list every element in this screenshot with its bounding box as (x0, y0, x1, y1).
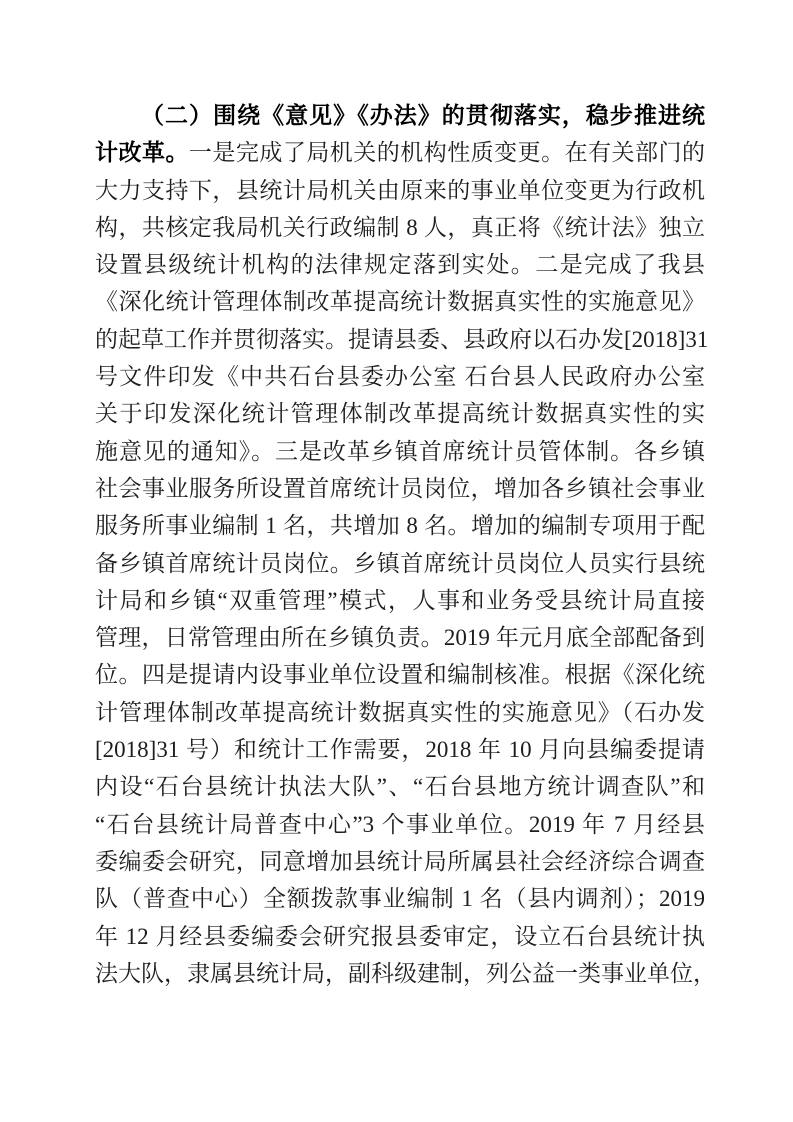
text-line-11 (95, 470, 705, 507)
text-line-8 (95, 358, 705, 395)
body-text-run: 服务所事业编制 1 名，共增加 8 名。增加的编制专项用于配 (95, 513, 705, 539)
text-line-20 (95, 806, 705, 843)
body-text-run: 内设“石台县统计执法大队”、“石台县地方统计调查队”和 (95, 774, 705, 800)
body-text-run: 《深化统计管理体制改革提高统计数据真实性的实施意见》 (95, 289, 705, 315)
text-line-12 (95, 507, 705, 544)
body-text-run: 构，共核定我局机关行政编制 8 人，真正将《统计法》独立 (95, 214, 705, 240)
body-text-run: 委编委会研究，同意增加县统计局所属县社会经济综合调查 (95, 848, 705, 874)
body-text-run: 管理，日常管理由所在乡镇负责。2019 年元月底全部配备到 (95, 625, 705, 651)
text-line-14 (95, 582, 705, 619)
text-line-23 (95, 918, 705, 955)
body-text-run: [2018]31 号）和统计工作需要，2018 年 10 月向县编委提请 (95, 737, 705, 763)
body-text-run: 法大队，隶属县统计局，副科级建制，列公益一类事业单位， (95, 960, 716, 986)
text-line-9 (95, 395, 705, 432)
text-line-16 (95, 656, 705, 693)
text-line-15 (95, 619, 705, 656)
text-line-24 (95, 955, 716, 992)
paragraph-section-2 (95, 97, 716, 992)
text-line-3 (95, 172, 705, 209)
body-text-run: 位。四是提请内设事业单位设置和编制核准。根据《深化统 (95, 662, 705, 688)
body-text-run: 大力支持下，县统计局机关由原来的事业单位变更为行政机 (95, 177, 705, 203)
body-text-run: 计管理体制改革提高统计数据真实性的实施意见》（石办发 (95, 699, 705, 725)
body-text-run: 年 12 月经县委编委会研究报县委审定，设立石台县统计执 (95, 923, 705, 949)
body-text-run: 备乡镇首席统计员岗位。乡镇首席统计员岗位人员实行县统 (95, 550, 705, 576)
body-text-run: 施意见的通知》。三是改革乡镇首席统计员管体制。各乡镇 (95, 438, 705, 464)
bold-text-run: 计改革。 (95, 140, 189, 166)
body-text-run: 设置县级统计机构的法律规定落到实处。二是完成了我县 (95, 252, 705, 278)
text-line-7 (95, 321, 709, 358)
text-line-4 (95, 209, 705, 246)
body-text-run: 的起草工作并贯彻落实。提请县委、县政府以石办发[2018]31 (95, 326, 709, 352)
body-text-run: 队（普查中心）全额拨款事业编制 1 名（县内调剂）；2019 (95, 886, 705, 912)
body-text-run: “石台县统计局普查中心”3 个事业单位。2019 年 7 月经县 (95, 811, 705, 837)
text-line-5 (95, 246, 705, 283)
text-line-22 (95, 880, 705, 917)
text-line-13 (95, 545, 705, 582)
body-text-run: 社会事业服务所设置首席统计员岗位，增加各乡镇社会事业 (95, 475, 705, 501)
text-line-2 (95, 134, 705, 171)
body-text-run: 号文件印发《中共石台县委办公室 石台县人民政府办公室 (95, 364, 705, 390)
body-text-run: 关于印发深化统计管理体制改革提高统计数据真实性的实 (95, 401, 705, 427)
text-line-19 (95, 768, 705, 805)
text-line-10 (95, 433, 705, 470)
text-line-21 (95, 843, 705, 880)
body-text-run: 一是完成了局机关的机构性质变更。在有关部门的 (188, 140, 706, 166)
text-line-18 (95, 731, 705, 768)
bold-text-run: （二）围绕《意见》《办法》的贯彻落实，稳步推进统 (141, 103, 705, 128)
text-line-6 (95, 283, 705, 320)
text-line-1 (95, 97, 705, 134)
text-line-17 (95, 694, 705, 731)
body-text-run: 计局和乡镇“双重管理”模式，人事和业务受县统计局直接 (95, 587, 705, 613)
